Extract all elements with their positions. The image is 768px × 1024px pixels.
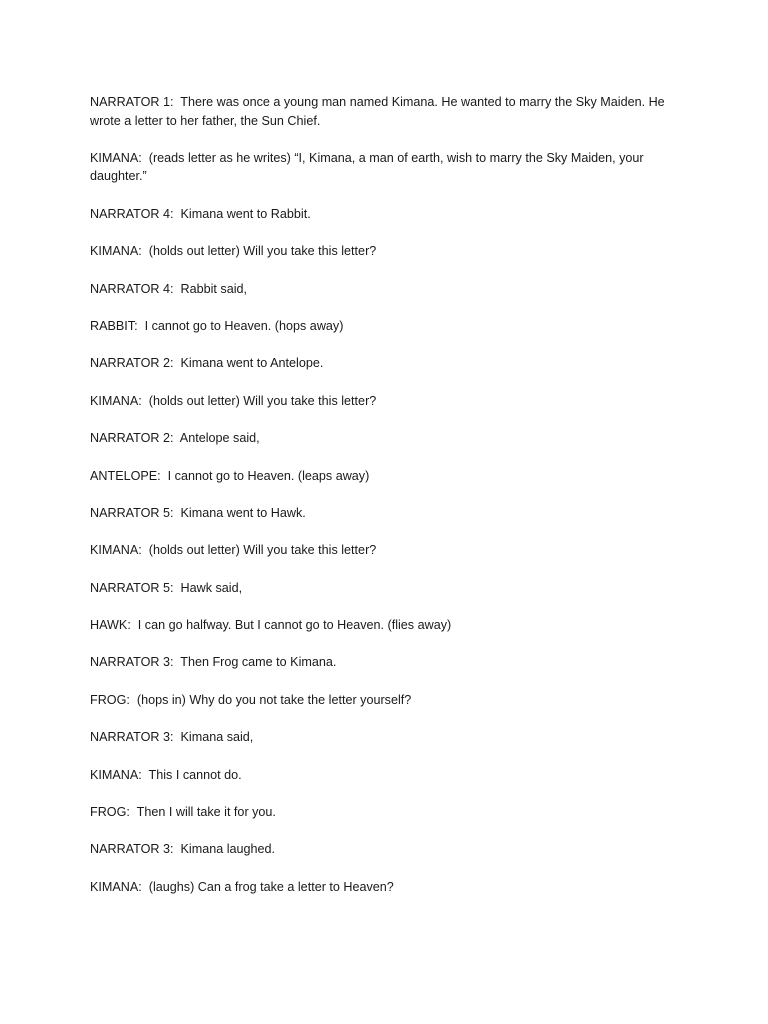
script-line: FROG: (hops in) Why do you not take the letter yourself?	[90, 692, 412, 707]
script-line: RABBIT: I cannot go to Heaven. (hops away)	[90, 318, 344, 333]
script-line: NARRATOR 3: Kimana laughed.	[90, 842, 276, 857]
script-line: NARRATOR 2: Kimana went to Antelope.	[90, 356, 324, 371]
script-line: NARRATOR 4: Kimana went to Rabbit.	[90, 206, 311, 221]
script-line: FROG: Then I will take it for you.	[90, 805, 276, 820]
script-line: KIMANA: This I cannot do.	[90, 767, 242, 782]
script-line: NARRATOR 5: Hawk said,	[90, 580, 243, 595]
script-body	[90, 93, 680, 915]
script-line: NARRATOR 1: There was once a young man named Kimana. He wanted to marry the Sky Maiden. He wrote a letter to her father, the Sun Chief.	[90, 95, 669, 128]
script-line: KIMANA: (laughs) Can a frog take a letter to Heaven?	[90, 879, 394, 894]
script-line: KIMANA: (holds out letter) Will you take this letter?	[90, 543, 377, 558]
script-line: KIMANA: (holds out letter) Will you take this letter?	[90, 393, 377, 408]
script-line: HAWK: I can go halfway. But I cannot go to Heaven. (flies away)	[90, 618, 452, 633]
script-line: ANTELOPE: I cannot go to Heaven. (leaps away)	[90, 468, 370, 483]
script-line: NARRATOR 2: Antelope said,	[90, 431, 260, 446]
script-line: NARRATOR 5: Kimana went to Hawk.	[90, 505, 306, 520]
script-line: KIMANA: (holds out letter) Will you take this letter?	[90, 244, 377, 259]
script-line: NARRATOR 4: Rabbit said,	[90, 281, 248, 296]
script-line: NARRATOR 3: Then Frog came to Kimana.	[90, 655, 337, 670]
script-line: KIMANA: (reads letter as he writes) “I, Kimana, a man of earth, wish to marry the Sky Maiden, your daughter.”	[90, 150, 648, 184]
script-line: NARRATOR 3: Kimana said,	[90, 730, 254, 745]
